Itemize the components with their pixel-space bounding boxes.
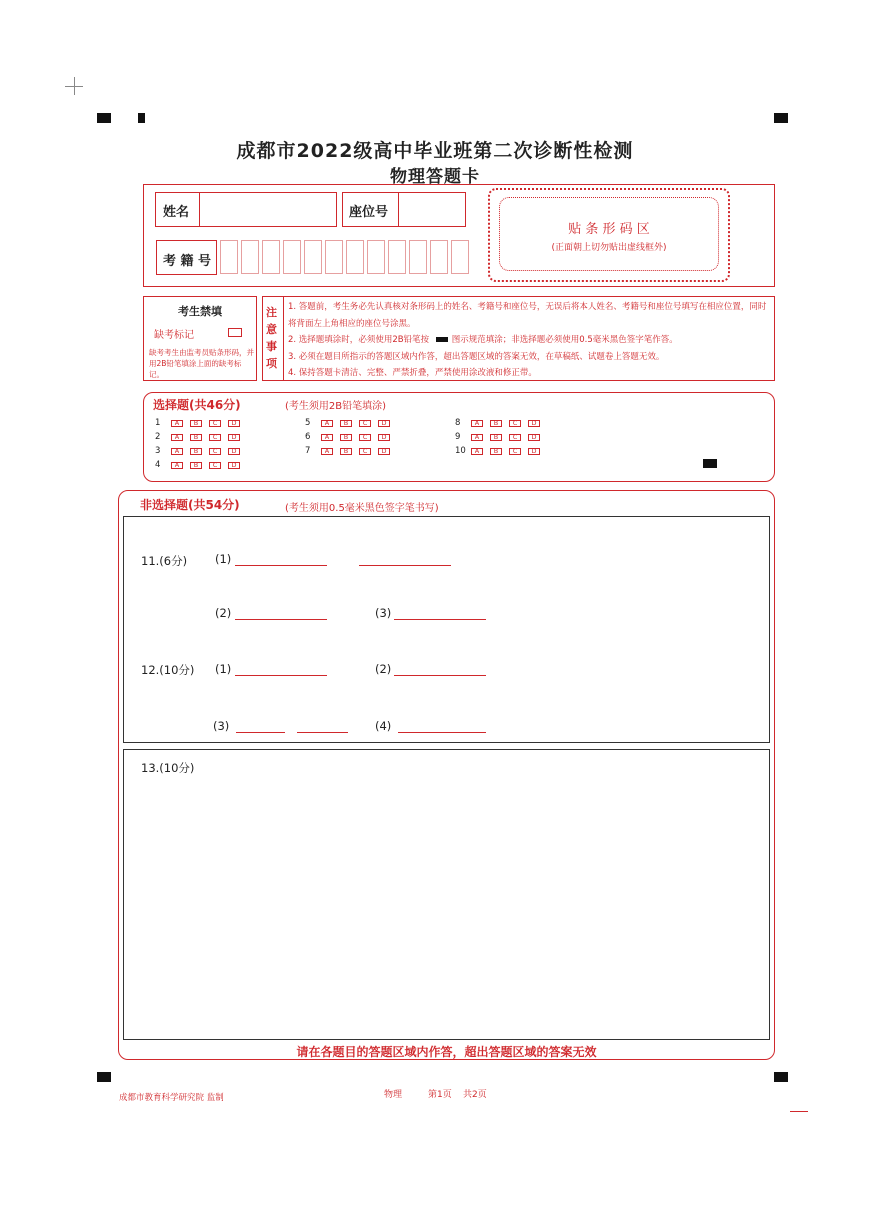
answer-line[interactable] <box>236 732 285 733</box>
choice-option-bubble[interactable]: C <box>209 462 221 469</box>
exam-no-cell[interactable] <box>220 240 238 274</box>
answer-area-11-12[interactable] <box>123 516 770 743</box>
barcode-note: (正面朝上切勿贴出虚线框外) <box>551 243 667 253</box>
choice-option-bubble[interactable]: D <box>528 448 540 455</box>
choice-option-bubble[interactable]: D <box>228 434 240 441</box>
absent-note: 缺考考生由监考员贴条形码，并用2B铅笔填涂上面的缺考标记。 <box>149 348 254 379</box>
q12-label: 12.(10分) <box>141 663 195 677</box>
answer-line[interactable] <box>394 619 486 620</box>
exam-no-cell[interactable] <box>283 240 301 274</box>
notice-label: 注意事项 <box>266 306 277 370</box>
part-label: (2) <box>375 662 392 676</box>
choice-option-bubble[interactable]: D <box>228 448 240 455</box>
choice-option-bubble[interactable]: A <box>321 448 333 455</box>
name-label: 姓名 <box>163 205 190 220</box>
choice-title: 选择题(共46分) <box>153 398 241 412</box>
boundary-warning: 请在各题目的答题区域内作答，超出答题区域的答案无效 <box>296 1045 597 1059</box>
notice-item: 1. 答题前，考生务必先认真核对条形码上的姓名、考籍号和座位号，无误后将本人姓名、考籍号和座位号填写在相应位置，同时将背面左上角相应的座位号涂黑。 <box>288 302 767 329</box>
choice-question-number: 8 <box>455 418 461 428</box>
choice-option-bubble[interactable]: C <box>209 434 221 441</box>
q13-label: 13.(10分) <box>141 761 195 775</box>
absent-mark-box[interactable] <box>228 328 242 337</box>
exam-no-cell[interactable] <box>367 240 385 274</box>
choice-option-bubble[interactable]: B <box>490 420 502 427</box>
choice-option-bubble[interactable]: B <box>190 420 202 427</box>
barcode-title: 贴 条 形 码 区 <box>568 222 650 237</box>
answer-line[interactable] <box>297 732 348 733</box>
choice-question-number: 10 <box>455 446 466 456</box>
part-label: (3) <box>213 719 230 733</box>
seat-label: 座位号 <box>349 205 389 220</box>
choice-option-bubble[interactable]: A <box>171 420 183 427</box>
footer-subject: 物理 <box>384 1090 403 1100</box>
choice-option-bubble[interactable]: D <box>378 420 390 427</box>
part-label: (4) <box>375 719 392 733</box>
exam-no-cell[interactable] <box>304 240 322 274</box>
answer-line[interactable] <box>359 565 451 566</box>
choice-option-bubble[interactable]: A <box>471 434 483 441</box>
crop-mark <box>790 1111 808 1112</box>
choice-option-bubble[interactable]: C <box>359 448 371 455</box>
nonchoice-hint: (考生须用0.5毫米黑色签字笔书写) <box>285 503 439 514</box>
choice-option-bubble[interactable]: B <box>190 448 202 455</box>
exam-no-cell[interactable] <box>262 240 280 274</box>
answer-area-13[interactable] <box>123 749 770 1040</box>
exam-no-cell[interactable] <box>430 240 448 274</box>
choice-question-number: 2 <box>155 432 161 442</box>
choice-option-bubble[interactable]: B <box>340 448 352 455</box>
choice-option-bubble[interactable]: D <box>228 462 240 469</box>
answer-line[interactable] <box>235 565 327 566</box>
choice-question-number: 4 <box>155 460 161 470</box>
answer-line[interactable] <box>394 675 486 676</box>
choice-option-bubble[interactable]: D <box>528 420 540 427</box>
timing-mark <box>774 113 788 123</box>
nonchoice-title: 非选择题(共54分) <box>140 498 240 512</box>
page-title: 成都市2022级高中毕业班第二次诊断性检测 <box>236 140 634 162</box>
part-label: (3) <box>375 606 392 620</box>
choice-option-bubble[interactable]: B <box>340 420 352 427</box>
exam-no-cell[interactable] <box>409 240 427 274</box>
choice-question-number: 9 <box>455 432 461 442</box>
timing-mark <box>703 459 717 468</box>
choice-option-bubble[interactable]: C <box>359 434 371 441</box>
footer-page: 第1页 <box>428 1090 452 1100</box>
choice-option-bubble[interactable]: A <box>171 434 183 441</box>
timing-mark <box>97 113 111 123</box>
exam-no-cell[interactable] <box>325 240 343 274</box>
choice-option-bubble[interactable]: A <box>171 448 183 455</box>
choice-option-bubble[interactable]: C <box>359 420 371 427</box>
answer-line[interactable] <box>235 619 327 620</box>
absent-title: 考生禁填 <box>178 305 222 318</box>
choice-option-bubble[interactable]: D <box>228 420 240 427</box>
notice-item: 2. 选择题填涂时，必须使用2B铅笔按 图示规范填涂；非选择题必须使用0.5毫米黑色签字笔作答。 <box>288 335 678 345</box>
notice-text <box>288 299 770 382</box>
choice-question-number: 6 <box>305 432 311 442</box>
choice-option-bubble[interactable]: C <box>509 448 521 455</box>
crop-mark <box>74 77 75 95</box>
exam-no-cell[interactable] <box>346 240 364 274</box>
choice-option-bubble[interactable]: C <box>509 434 521 441</box>
choice-option-bubble[interactable]: C <box>509 420 521 427</box>
choice-option-bubble[interactable]: D <box>378 448 390 455</box>
choice-option-bubble[interactable]: B <box>490 448 502 455</box>
choice-option-bubble[interactable]: B <box>490 434 502 441</box>
part-label: (1) <box>215 552 232 566</box>
choice-option-bubble[interactable]: C <box>209 448 221 455</box>
exam-no-cell[interactable] <box>241 240 259 274</box>
choice-question-number: 5 <box>305 418 311 428</box>
notice-item: 4. 保持答题卡清洁、完整、严禁折叠，严禁使用涂改液和修正带。 <box>288 368 537 378</box>
choice-option-bubble[interactable]: A <box>471 420 483 427</box>
timing-mark <box>97 1072 111 1082</box>
choice-option-bubble[interactable]: B <box>340 434 352 441</box>
part-label: (2) <box>215 606 232 620</box>
choice-option-bubble[interactable]: A <box>471 448 483 455</box>
part-label: (1) <box>215 662 232 676</box>
filled-mark-icon <box>436 337 448 342</box>
choice-option-bubble[interactable]: D <box>528 434 540 441</box>
choice-option-bubble[interactable]: C <box>209 420 221 427</box>
choice-option-bubble[interactable]: B <box>190 462 202 469</box>
choice-question-number: 1 <box>155 418 161 428</box>
answer-line[interactable] <box>235 675 327 676</box>
timing-mark <box>138 113 145 123</box>
page-subtitle: 物理答题卡 <box>390 167 480 187</box>
notice-item: 3. 必须在题目所指示的答题区域内作答，超出答题区域的答案无效，在草稿纸、试题卷上答题无效。 <box>288 351 665 362</box>
timing-mark <box>774 1072 788 1082</box>
exam-no-label: 考 籍 号 <box>163 254 212 269</box>
choice-question-number: 3 <box>155 446 161 456</box>
q11-label: 11.(6分) <box>141 554 188 568</box>
choice-option-bubble[interactable]: A <box>171 462 183 469</box>
choice-option-bubble[interactable]: A <box>321 434 333 441</box>
footer-org: 成都市教育科学研究院 监制 <box>119 1093 224 1103</box>
exam-no-cell[interactable] <box>451 240 469 274</box>
choice-option-bubble[interactable]: B <box>190 434 202 441</box>
footer-total: 共2页 <box>463 1090 487 1100</box>
absent-mark-label: 缺考标记 <box>154 330 194 341</box>
choice-option-bubble[interactable]: D <box>378 434 390 441</box>
choice-option-bubble[interactable]: A <box>321 420 333 427</box>
choice-hint: (考生须用2B铅笔填涂) <box>285 401 387 412</box>
choice-question-number: 7 <box>305 446 311 456</box>
exam-no-cell[interactable] <box>388 240 406 274</box>
answer-line[interactable] <box>398 732 486 733</box>
